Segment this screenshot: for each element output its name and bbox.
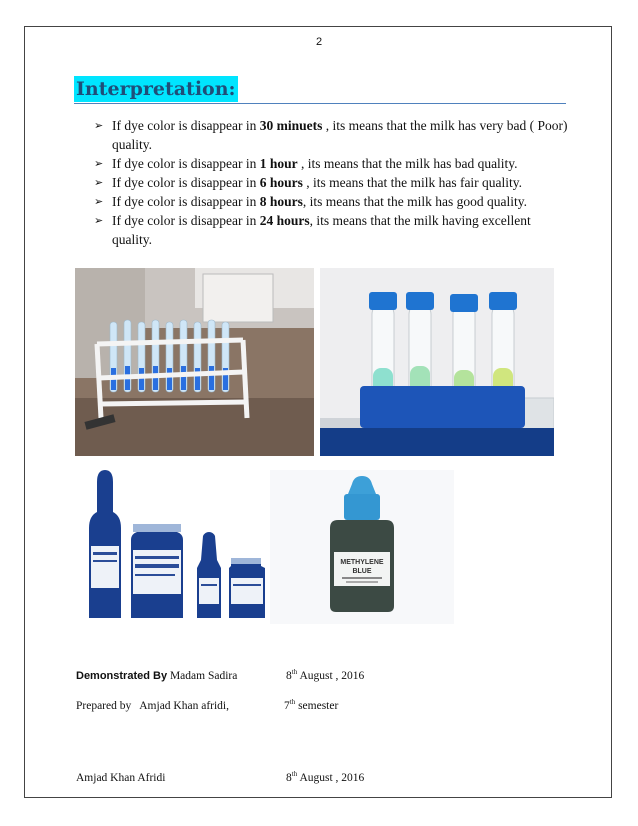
prepared-by-name: Amjad Khan afridi, bbox=[139, 700, 229, 712]
prepared-by-line bbox=[76, 700, 229, 712]
list-item: ➢ If dye color is disappear in 30 minuets , its means that the milk has very bad ( Poor) quality. bbox=[94, 118, 568, 152]
footer-author: Amjad Khan Afridi bbox=[76, 772, 166, 784]
test-tube-rack-photo bbox=[75, 268, 314, 456]
demonstrated-by-line bbox=[76, 670, 237, 682]
demonstrated-by-name: Madam Sadira bbox=[169, 670, 238, 682]
list-item: ➢ If dye color is disappear in 24 hours, its means that the milk having excellent quality. bbox=[94, 213, 531, 247]
capped-tubes-photo bbox=[320, 268, 554, 456]
arrow-bullet-icon: ➢ bbox=[94, 157, 104, 170]
list-item: ➢ If dye color is disappear in 6 hours , its means that the milk has fair quality. bbox=[94, 175, 523, 190]
bottle-label-line1: METHYLENE bbox=[340, 559, 384, 566]
arrow-bullet-icon: ➢ bbox=[94, 176, 104, 189]
demonstrated-by-label: Demonstrated By bbox=[76, 670, 168, 682]
prepared-by-label: Prepared by bbox=[76, 700, 132, 712]
heading-rule bbox=[74, 103, 566, 104]
demonstrated-date: 8th August , 2016 bbox=[286, 668, 365, 682]
semester-text: 7th semester bbox=[284, 698, 339, 712]
arrow-bullet-icon: ➢ bbox=[94, 119, 104, 132]
page-number: 2 bbox=[315, 36, 323, 48]
list-item: ➢ If dye color is disappear in 1 hour , its means that the milk has bad quality. bbox=[94, 156, 518, 171]
interpretation-list bbox=[94, 116, 574, 249]
methylene-blue-vials-photo bbox=[75, 468, 267, 624]
bottle-label-line2: BLUE bbox=[352, 568, 372, 575]
footer-date: 8th August , 2016 bbox=[286, 770, 365, 784]
arrow-bullet-icon: ➢ bbox=[94, 195, 104, 208]
list-item: ➢ If dye color is disappear in 8 hours, its means that the milk has good quality. bbox=[94, 194, 527, 209]
dropper-bottle-photo bbox=[270, 470, 454, 624]
interpretation-heading: Interpretation: bbox=[76, 78, 236, 100]
arrow-bullet-icon: ➢ bbox=[94, 214, 104, 227]
